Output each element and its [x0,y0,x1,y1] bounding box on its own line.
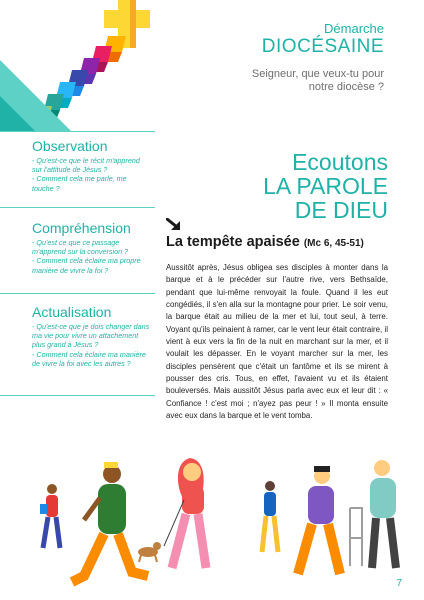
section-observation [32,138,150,193]
person-icon [72,462,148,582]
person-icon [40,484,60,548]
reading-text: Aussitôt après, Jésus obligea ses disciples à monter dans la barque et à le précéder sur l'autre rive, vers Bethsaïde, pendant que lui-même renvoyait la foule. Quand il les eut congédiés, il s'en alla sur la montagne pour prier. Le soir venu, la barque était au milieu de la mer et lui, tout seul, à terre. Voyant qu'ils peinaient à ramer, car le vent leur était contraire, il vient à eux vers la fin de la nuit en marchant sur la mer, et il voulait les dépasser. En le voyant marcher sur la mer, les disciples pensèrent que c'était un fantôme et ils se mirent à pousser des cris. Tous, en effet, l'avaient vu et ils étaient bouleversés. Mais aussitôt Jésus parla avec eux et leur dit : « Confiance ! c'est moi ; n'ayez pas peur ! » Il monta ensuite avec eux dans la barque et le vent tomba. [166,263,388,421]
page-number: 7 [396,578,402,589]
main-title-line2: LA PAROLE [263,173,388,199]
divider-top [0,131,155,132]
section-title: Actualisation [32,304,112,320]
section-title: Observation [32,138,108,154]
section-question: - Comment cela me parle, me touche ? [32,174,127,193]
main-title [263,150,388,222]
person-icon [350,460,396,568]
person-icon [262,481,278,552]
divider-bottom [0,395,155,396]
section-comprehension [32,220,150,275]
reading-reference: (Mc 6, 45-51) [303,238,364,249]
brand-block [262,22,384,57]
divider [0,293,155,294]
arrow-down-right-icon [166,218,182,232]
divider [0,207,155,208]
section-title: Compréhension [32,220,131,236]
person-icon [164,458,206,568]
reading-title [166,234,364,252]
person-icon [298,466,340,574]
main-title-line1: Ecoutons [292,149,388,175]
dog-icon [138,542,161,562]
section-question: - Qu'est-ce que le récit m'apprend sur l'attitude de Jésus ? [32,156,140,175]
reading-title-text: La tempête apaisée [166,234,300,250]
people-walking-illustration [0,448,424,600]
section-question: - Comment cela éclaire ma propre manière de vivre la foi ? [32,256,141,275]
section-question: - Comment cela éclaire ma manière de vivre la foi avec les autres ? [32,349,146,368]
cross-stairs-illustration [0,0,180,140]
section-actualisation [32,304,150,368]
header-subtitle: Seigneur, que veux-tu pour notre diocèse ? [251,68,384,93]
brand-line1: Démarche [324,21,384,36]
section-question: - Qu'est-ce que je dois changer dans ma vie pour vivre un attachement plus grand à Jésus ? [32,322,150,350]
brand-line2: DIOCÉSAINE [261,36,384,57]
main-title-line3: DE DIEU [294,197,388,223]
section-question: - Qu'est ce que ce passage m'apprend sur la conversion ? [32,238,129,257]
